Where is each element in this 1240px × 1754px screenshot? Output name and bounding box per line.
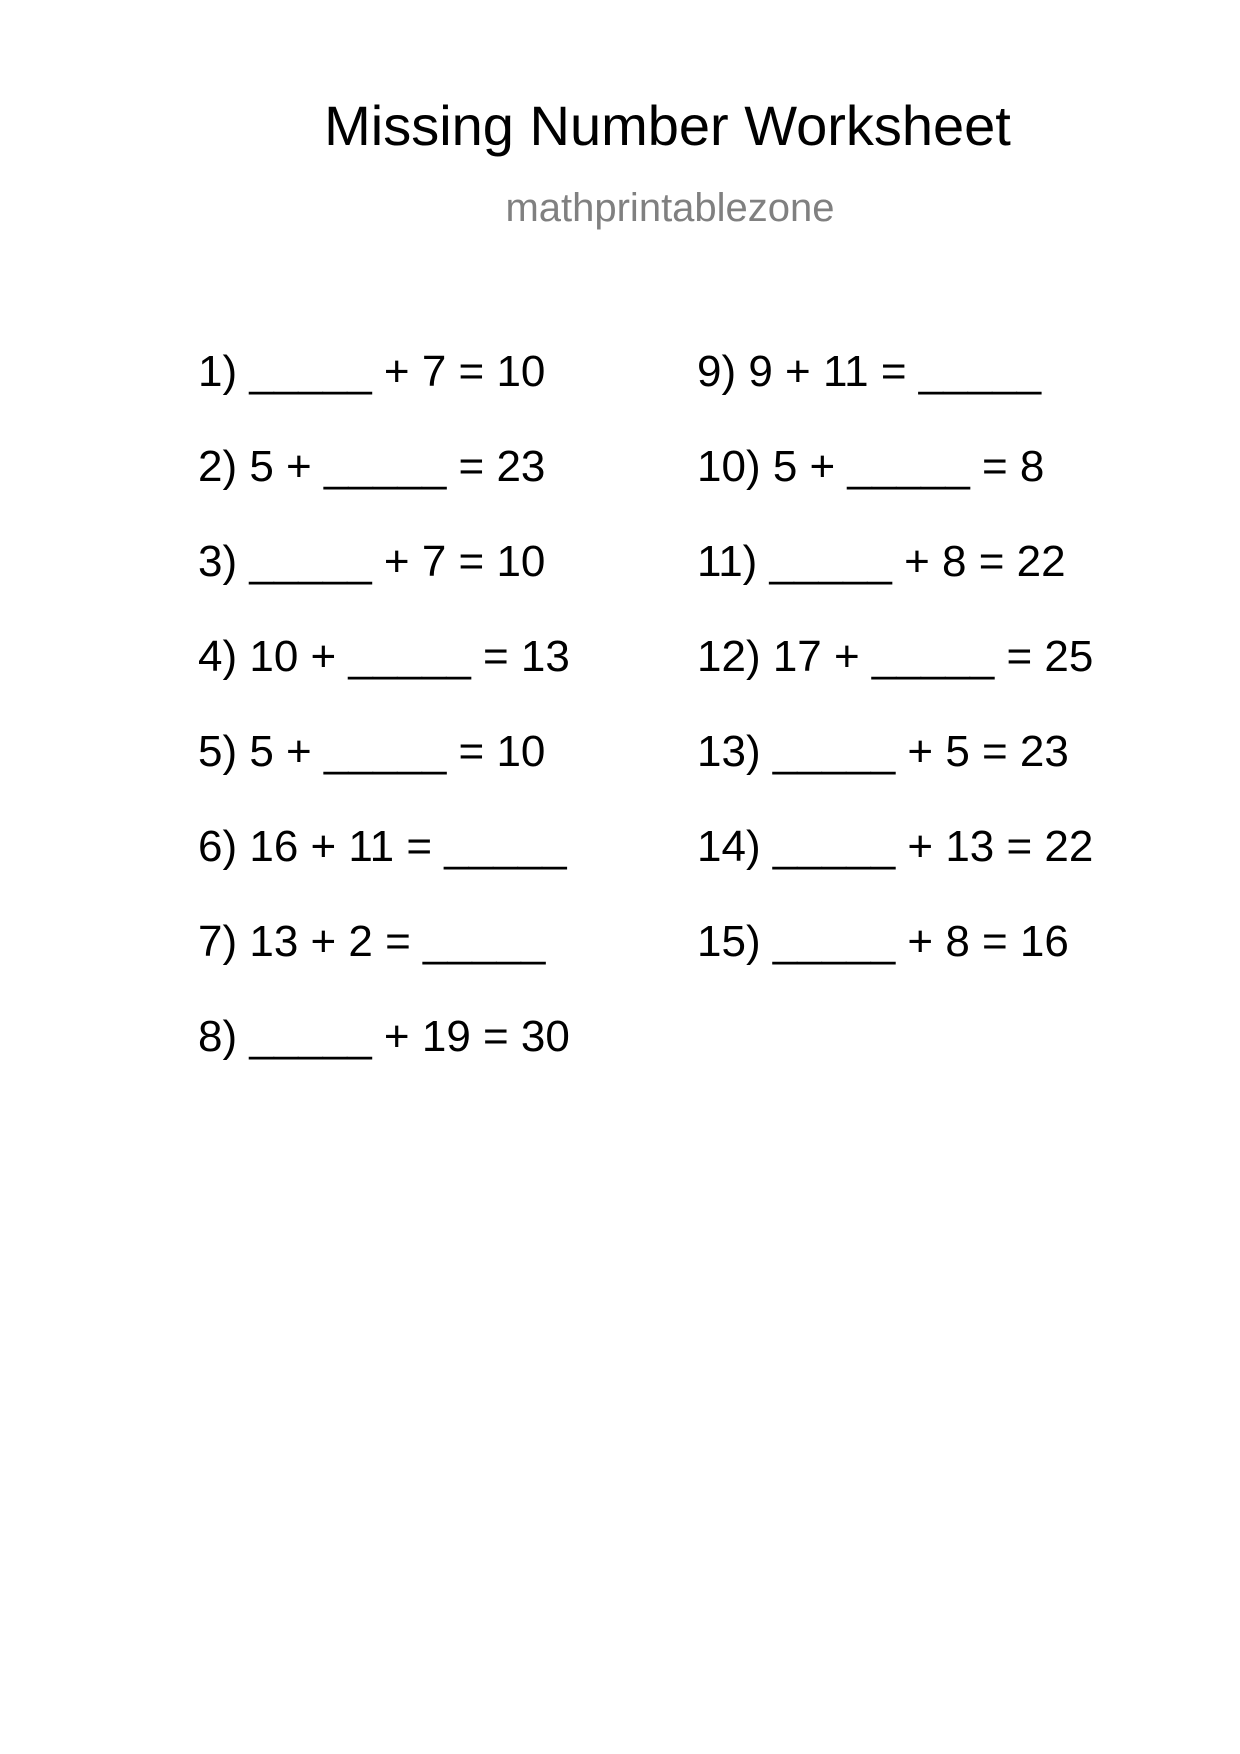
problem-9: 9) 9 + 11 = _____ <box>697 347 1042 396</box>
problem-6: 6) 16 + 11 = _____ <box>198 822 567 871</box>
problem-8: 8) _____ + 19 = 30 <box>198 1012 570 1061</box>
problem-15: 15) _____ + 8 = 16 <box>697 917 1069 966</box>
problem-13: 13) _____ + 5 = 23 <box>697 727 1069 776</box>
page-title: Missing Number Worksheet <box>324 94 1011 157</box>
problem-4: 4) 10 + _____ = 13 <box>198 632 570 681</box>
problem-1: 1) _____ + 7 = 10 <box>198 347 546 396</box>
problem-10: 10) 5 + _____ = 8 <box>697 442 1045 491</box>
problem-11: 11) _____ + 8 = 22 <box>697 537 1066 586</box>
problems-column-right <box>697 347 1094 1015</box>
problem-14: 14) _____ + 13 = 22 <box>697 822 1094 871</box>
problem-5: 5) 5 + _____ = 10 <box>198 727 546 776</box>
problem-7: 7) 13 + 2 = _____ <box>198 917 546 966</box>
problem-2: 2) 5 + _____ = 23 <box>198 442 546 491</box>
problem-12: 12) 17 + _____ = 25 <box>697 632 1094 681</box>
problem-3: 3) _____ + 7 = 10 <box>198 537 546 586</box>
problems-column-left <box>198 347 570 1110</box>
page-subtitle: mathprintablezone <box>505 186 835 230</box>
